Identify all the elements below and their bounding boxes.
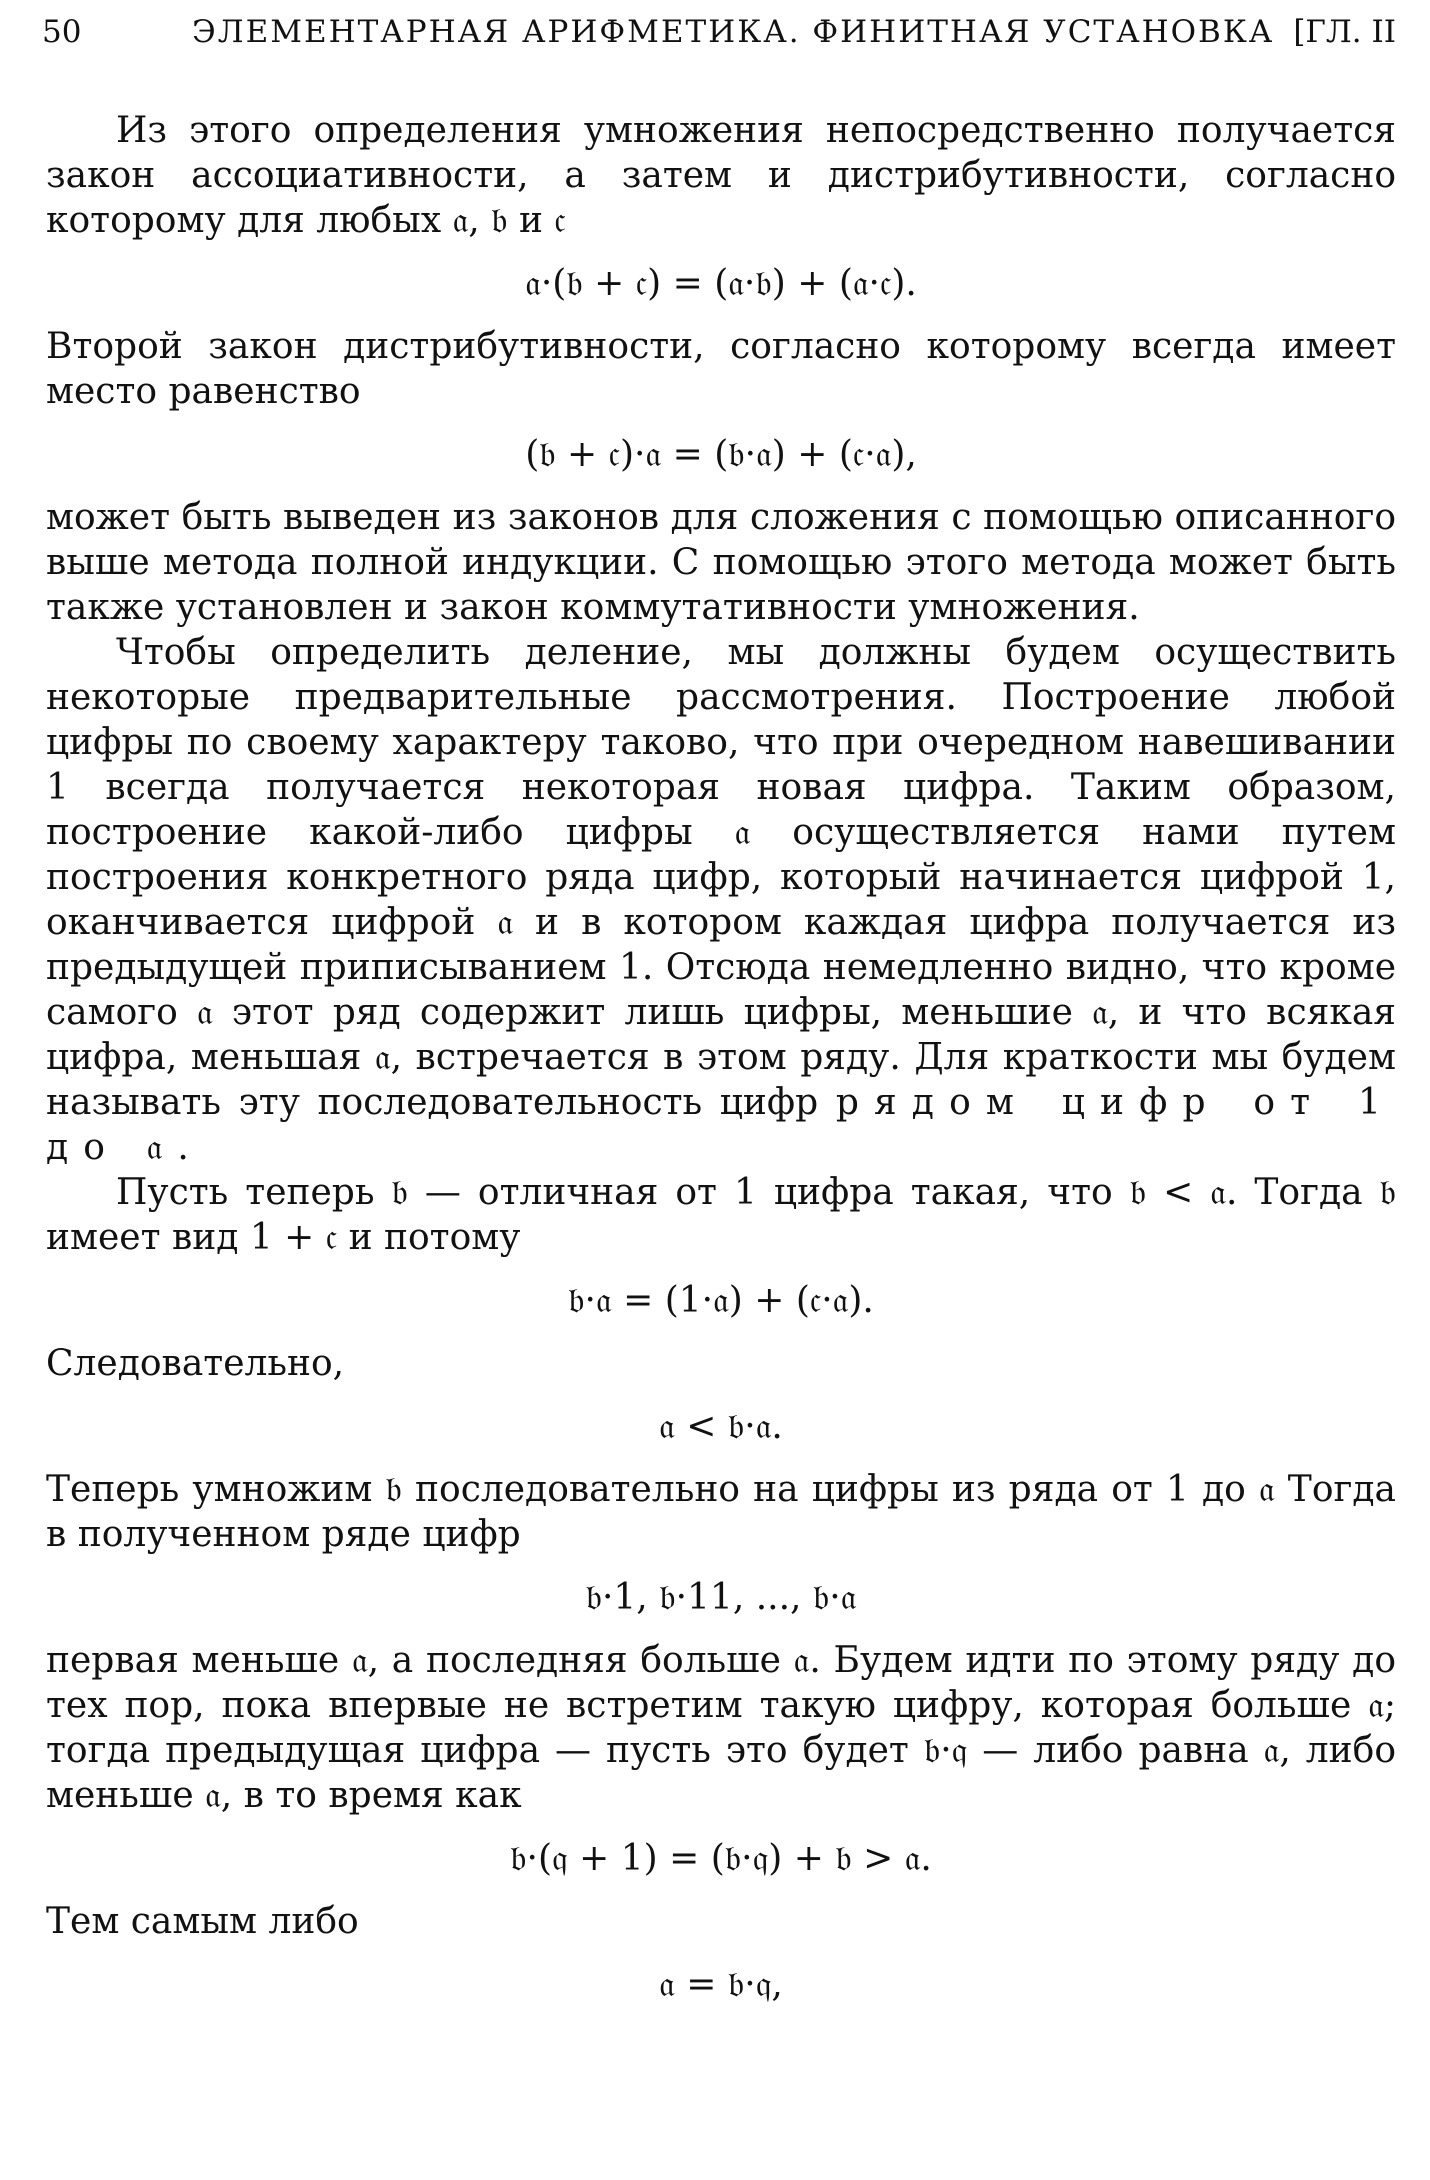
running-header	[42, 14, 1396, 60]
paragraph-consequently: Следовательно,	[46, 1343, 345, 1384]
paragraph-let-b: Пусть теперь 𝔟 — отличная от 1 цифра такая, что 𝔟 < 𝔞. Тогда 𝔟 имеет вид 1 + 𝔠 и потому	[46, 1172, 1396, 1258]
paragraph-second-law: Второй закон дистрибутивности, согласно которому всегда имеет место равенство	[46, 326, 1396, 412]
chapter-marker: [ГЛ. II	[1293, 14, 1396, 50]
paragraph-associativity: Из этого определения умножения непосредственно получается закон ассоциативности, а затем и дистрибутивности, согласно которому для любых 𝔞, 𝔟 и 𝔠	[46, 110, 1396, 241]
spaced-term: рядом цифр от 1 до 𝔞.	[46, 1082, 1396, 1168]
paragraph-either: Тем самым либо	[46, 1901, 359, 1942]
formula-distributivity-left: 𝔞·(𝔟 + 𝔠) = (𝔞·𝔟) + (𝔞·𝔠).	[525, 263, 917, 304]
formula-series: 𝔟·1, 𝔟·11, ..., 𝔟·𝔞	[585, 1577, 857, 1618]
paragraph-induction: может быть выведен из законов для сложения с помощью описанного выше метода полной индукции. С помощью этого метода может быть также установлен и закон коммутативности умножения.	[46, 497, 1396, 628]
page-number: 50	[42, 14, 82, 50]
paragraph-first-less: первая меньше 𝔞, а последняя больше 𝔞. Будем идти по этому ряду до тех пор, пока впервые не встретим такую цифру, которая больше 𝔞; тогда предыдущая цифра — пусть это будет 𝔟·𝔮 — либо равна 𝔞, либо меньше 𝔞, в то время как	[46, 1640, 1396, 1816]
formula-bq-plus-one: 𝔟·(𝔮 + 1) = (𝔟·𝔮) + 𝔟 > 𝔞.	[510, 1838, 932, 1879]
formula-ba: 𝔟·𝔞 = (1·𝔞) + (𝔠·𝔞).	[568, 1280, 874, 1321]
formula-a-equals-bq: 𝔞 = 𝔟·𝔮,	[659, 1964, 783, 2005]
formula-distributivity-right: (𝔟 + 𝔠)·𝔞 = (𝔟·𝔞) + (𝔠·𝔞),	[525, 434, 917, 475]
paragraph-division	[46, 630, 1396, 1170]
division-text: Чтобы определить деление, мы должны будем осуществить некоторые предварительные рассмотрения. Построение любой цифры по своему характеру таково, что при очередном навешивании 1 всегда получается некоторая новая цифра. Таким образом, построение какой-либо цифры 𝔞 осуществляется нами путем построения конкретного ряда цифр, который начинается цифрой 1, оканчивается цифрой 𝔞 и в котором каждая цифра получается из предыдущей приписыванием 1. Отсюда немедленно видно, что кроме самого 𝔞 этот ряд содержит лишь цифры, меньшие 𝔞, и что всякая цифра, меньшая 𝔞, встречается в этом ряду. Для краткости мы будем называть эту последовательность цифр	[46, 632, 1396, 1123]
running-title: ЭЛЕМЕНТАРНАЯ АРИФМЕТИКА. ФИНИТНАЯ УСТАНОВКА	[192, 14, 1275, 50]
page-body	[46, 108, 1396, 2025]
formula-a-less-ba: 𝔞 < 𝔟·𝔞.	[659, 1406, 783, 1447]
paragraph-multiply: Теперь умножим 𝔟 последовательно на цифры из ряда от 1 до 𝔞 Тогда в полученном ряде цифр	[46, 1469, 1396, 1555]
